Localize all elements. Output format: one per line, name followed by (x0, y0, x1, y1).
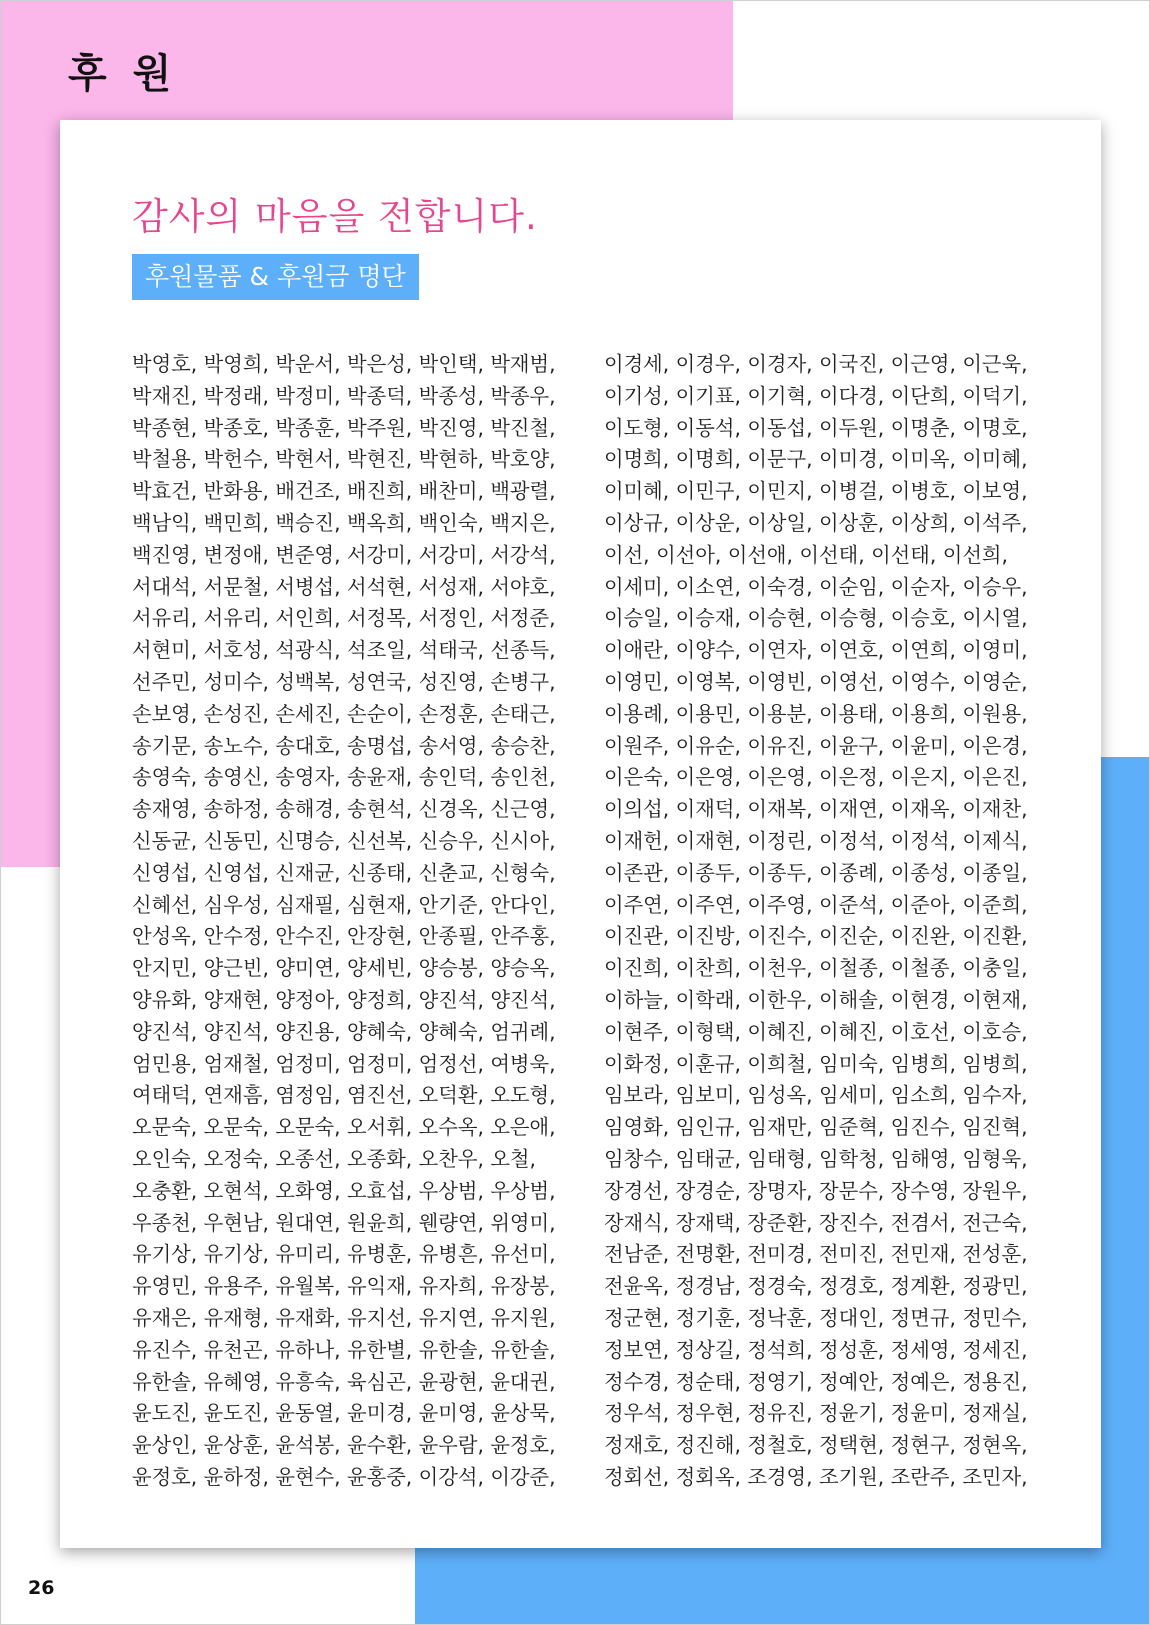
name-list-row: 송재영, 송하정, 송해경, 송현석, 신경옥, 신근영, (132, 797, 556, 822)
name-list-row: 유진수, 유천곤, 유하나, 유한별, 유한솔, 유한솔, (132, 1337, 556, 1362)
name-list-row: 윤도진, 윤도진, 윤동열, 윤미경, 윤미영, 윤상묵, (132, 1401, 556, 1426)
name-list-row: 정우석, 정우현, 정유진, 정윤기, 정윤미, 정재실, (604, 1401, 1028, 1426)
names-column-right (604, 349, 1044, 1494)
name-list-row: 송기문, 송노수, 송대호, 송명섭, 송서영, 송승찬, (132, 733, 556, 758)
name-list-row: 이승일, 이승재, 이승현, 이승형, 이승호, 이시열, (604, 606, 1028, 631)
name-list-row: 양유화, 양재현, 양정아, 양정희, 양진석, 양진석, (132, 987, 556, 1012)
name-list-row: 이현주, 이형택, 이혜진, 이혜진, 이호선, 이호승, (604, 1019, 1028, 1044)
name-list-row: 손보영, 손성진, 손세진, 손순이, 손정훈, 손태근, (132, 701, 556, 726)
name-list-row: 안성옥, 안수정, 안수진, 안장현, 안종필, 안주홍, (132, 924, 556, 949)
name-list-row: 엄민용, 엄재철, 엄정미, 엄정미, 엄정선, 여병욱, (132, 1051, 556, 1076)
name-list-row: 우종천, 우현남, 원대연, 원윤희, 웬량연, 위영미, (132, 1210, 556, 1235)
name-list-row: 서대석, 서문철, 서병섭, 서석현, 서성재, 서야호, (132, 574, 556, 599)
names-column-left (132, 349, 572, 1494)
name-list-row: 이원주, 이유순, 이유진, 이윤구, 이윤미, 이은경, (604, 733, 1028, 758)
name-list-row: 장경선, 장경순, 장명자, 장문수, 장수영, 장원우, (604, 1178, 1028, 1203)
name-list-row: 오인숙, 오정숙, 오종선, 오종화, 오찬우, 오철, (132, 1146, 536, 1171)
name-list-row: 서유리, 서유리, 서인희, 서정목, 서정인, 서정준, (132, 606, 556, 631)
name-list-row: 이도형, 이동석, 이동섭, 이두원, 이명춘, 이명호, (604, 415, 1028, 440)
donor-list-label: 후원물품 & 후원금 명단 (132, 254, 419, 300)
name-list-row: 이상규, 이상운, 이상일, 이상훈, 이상희, 이석주, (604, 510, 1028, 535)
name-list-row: 임창수, 임태균, 임태형, 임학청, 임해영, 임형욱, (604, 1146, 1028, 1171)
name-list-row: 오문숙, 오문숙, 오문숙, 오서휘, 오수옥, 오은애, (132, 1115, 556, 1140)
name-list-row: 신영섭, 신영섭, 신재균, 신종태, 신춘교, 신형숙, (132, 860, 556, 885)
name-list-row: 정보연, 정상길, 정석희, 정성훈, 정세영, 정세진, (604, 1337, 1028, 1362)
name-list-row: 여태덕, 연재흠, 염정임, 염진선, 오덕환, 오도형, (132, 1083, 556, 1108)
name-list-row: 이은숙, 이은영, 이은영, 이은정, 이은지, 이은진, (604, 765, 1028, 790)
name-list-row: 정회선, 정회옥, 조경영, 조기원, 조란주, 조민자, (604, 1464, 1028, 1489)
name-list-row: 유재은, 유재형, 유재화, 유지선, 유지연, 유지원, (132, 1305, 556, 1330)
name-list-row: 양진석, 양진석, 양진용, 양혜숙, 양혜숙, 엄귀례, (132, 1019, 556, 1044)
name-list-row: 이진희, 이찬희, 이천우, 이철종, 이철종, 이충일, (604, 956, 1028, 981)
name-list-row: 임영화, 임인규, 임재만, 임준혁, 임진수, 임진혁, (604, 1115, 1028, 1140)
name-list-row: 송영숙, 송영신, 송영자, 송윤재, 송인덕, 송인천, (132, 765, 556, 790)
name-list-row: 윤상인, 윤상훈, 윤석봉, 윤수환, 윤우람, 윤정호, (132, 1433, 556, 1458)
name-list-row: 이화정, 이훈규, 이희철, 임미숙, 임병희, 임병희, (604, 1051, 1028, 1076)
name-list-row: 안지민, 양근빈, 양미연, 양세빈, 양승봉, 양승옥, (132, 956, 556, 981)
name-list-row: 박재진, 박정래, 박정미, 박종덕, 박종성, 박종우, (132, 383, 556, 408)
section-title: 후 원 (68, 51, 178, 97)
name-list-row: 박효건, 반화용, 배건조, 배진희, 배찬미, 백광렬, (132, 479, 556, 504)
name-list-row: 이명희, 이명희, 이문구, 이미경, 이미옥, 이미혜, (604, 447, 1028, 472)
name-list-row: 이하늘, 이학래, 이한우, 이해솔, 이현경, 이현재, (604, 987, 1028, 1012)
name-list-row: 박종현, 박종호, 박종훈, 박주원, 박진영, 박진철, (132, 415, 556, 440)
headline: 감사의 마음을 전합니다. (132, 195, 538, 238)
name-list-row: 임보라, 임보미, 임성옥, 임세미, 임소희, 임수자, (604, 1083, 1028, 1108)
name-list-row: 전윤옥, 정경남, 정경숙, 정경호, 정계환, 정광민, (604, 1274, 1028, 1299)
name-list-row: 정재호, 정진해, 정철호, 정택현, 정현구, 정현옥, (604, 1433, 1028, 1458)
name-list-row: 신혜선, 심우성, 심재필, 심현재, 안기준, 안다인, (132, 892, 556, 917)
name-list-row: 이영민, 이영복, 이영빈, 이영선, 이영수, 이영순, (604, 669, 1028, 694)
name-list-row: 이용례, 이용민, 이용분, 이용태, 이용희, 이원용, (604, 701, 1028, 726)
name-list-row: 서현미, 서호성, 석광식, 석조일, 석태국, 선종득, (132, 638, 556, 663)
name-list-row: 백남익, 백민희, 백승진, 백옥희, 백인숙, 백지은, (132, 510, 556, 535)
name-list-row: 박영호, 박영희, 박운서, 박은성, 박인택, 박재범, (132, 352, 556, 376)
name-list-row: 선주민, 성미수, 성백복, 성연국, 성진영, 손병구, (132, 669, 556, 694)
name-list-row: 이세미, 이소연, 이숙경, 이순임, 이순자, 이승우, (604, 574, 1028, 599)
name-list-row: 장재식, 장재택, 장준환, 장진수, 전겸서, 전근숙, (604, 1210, 1028, 1235)
name-list-row: 백진영, 변정애, 변준영, 서강미, 서강미, 서강석, (132, 542, 556, 567)
name-list-row: 신동균, 신동민, 신명승, 신선복, 신승우, 신시아, (132, 828, 556, 853)
name-list-row: 이주연, 이주연, 이주영, 이준석, 이준아, 이준희, (604, 892, 1028, 917)
name-list-row: 박철용, 박헌수, 박현서, 박현진, 박현하, 박호양, (132, 447, 556, 472)
name-list-row: 전남준, 전명환, 전미경, 전미진, 전민재, 전성훈, (604, 1242, 1028, 1267)
name-list-row: 이경세, 이경우, 이경자, 이국진, 이근영, 이근욱, (604, 352, 1028, 376)
name-list-row: 정수경, 정순태, 정영기, 정예안, 정예은, 정용진, (604, 1369, 1028, 1394)
page-number: 26 (28, 1577, 55, 1599)
content-card (60, 120, 1101, 1548)
name-list-row: 이존관, 이종두, 이종두, 이종례, 이종성, 이종일, (604, 860, 1028, 885)
name-list-row: 유한솔, 유혜영, 유흥숙, 육심곤, 윤광현, 윤대권, (132, 1369, 556, 1394)
name-list-row: 유기상, 유기상, 유미리, 유병훈, 유병흔, 유선미, (132, 1242, 556, 1267)
name-list-row: 이기성, 이기표, 이기혁, 이다경, 이단희, 이덕기, (604, 383, 1028, 408)
name-list-row: 유영민, 유용주, 유월복, 유익재, 유자희, 유장봉, (132, 1274, 556, 1299)
name-list-row: 이미혜, 이민구, 이민지, 이병걸, 이병호, 이보영, (604, 479, 1028, 504)
name-list-row: 이선, 이선아, 이선애, 이선태, 이선태, 이선희, (604, 542, 1008, 567)
name-list-row: 이애란, 이양수, 이연자, 이연호, 이연희, 이영미, (604, 638, 1028, 663)
name-list-row: 이의섭, 이재덕, 이재복, 이재연, 이재옥, 이재찬, (604, 797, 1028, 822)
name-list-row: 이진관, 이진방, 이진수, 이진순, 이진완, 이진환, (604, 924, 1028, 949)
name-list-row: 정군현, 정기훈, 정낙훈, 정대인, 정면규, 정민수, (604, 1305, 1028, 1330)
name-list-row: 이재헌, 이재현, 이정린, 이정석, 이정석, 이제식, (604, 828, 1028, 853)
name-list-row: 윤정호, 윤하정, 윤현수, 윤홍중, 이강석, 이강준, (132, 1464, 556, 1489)
name-list-row: 오충환, 오현석, 오화영, 오효섭, 우상범, 우상범, (132, 1178, 556, 1203)
